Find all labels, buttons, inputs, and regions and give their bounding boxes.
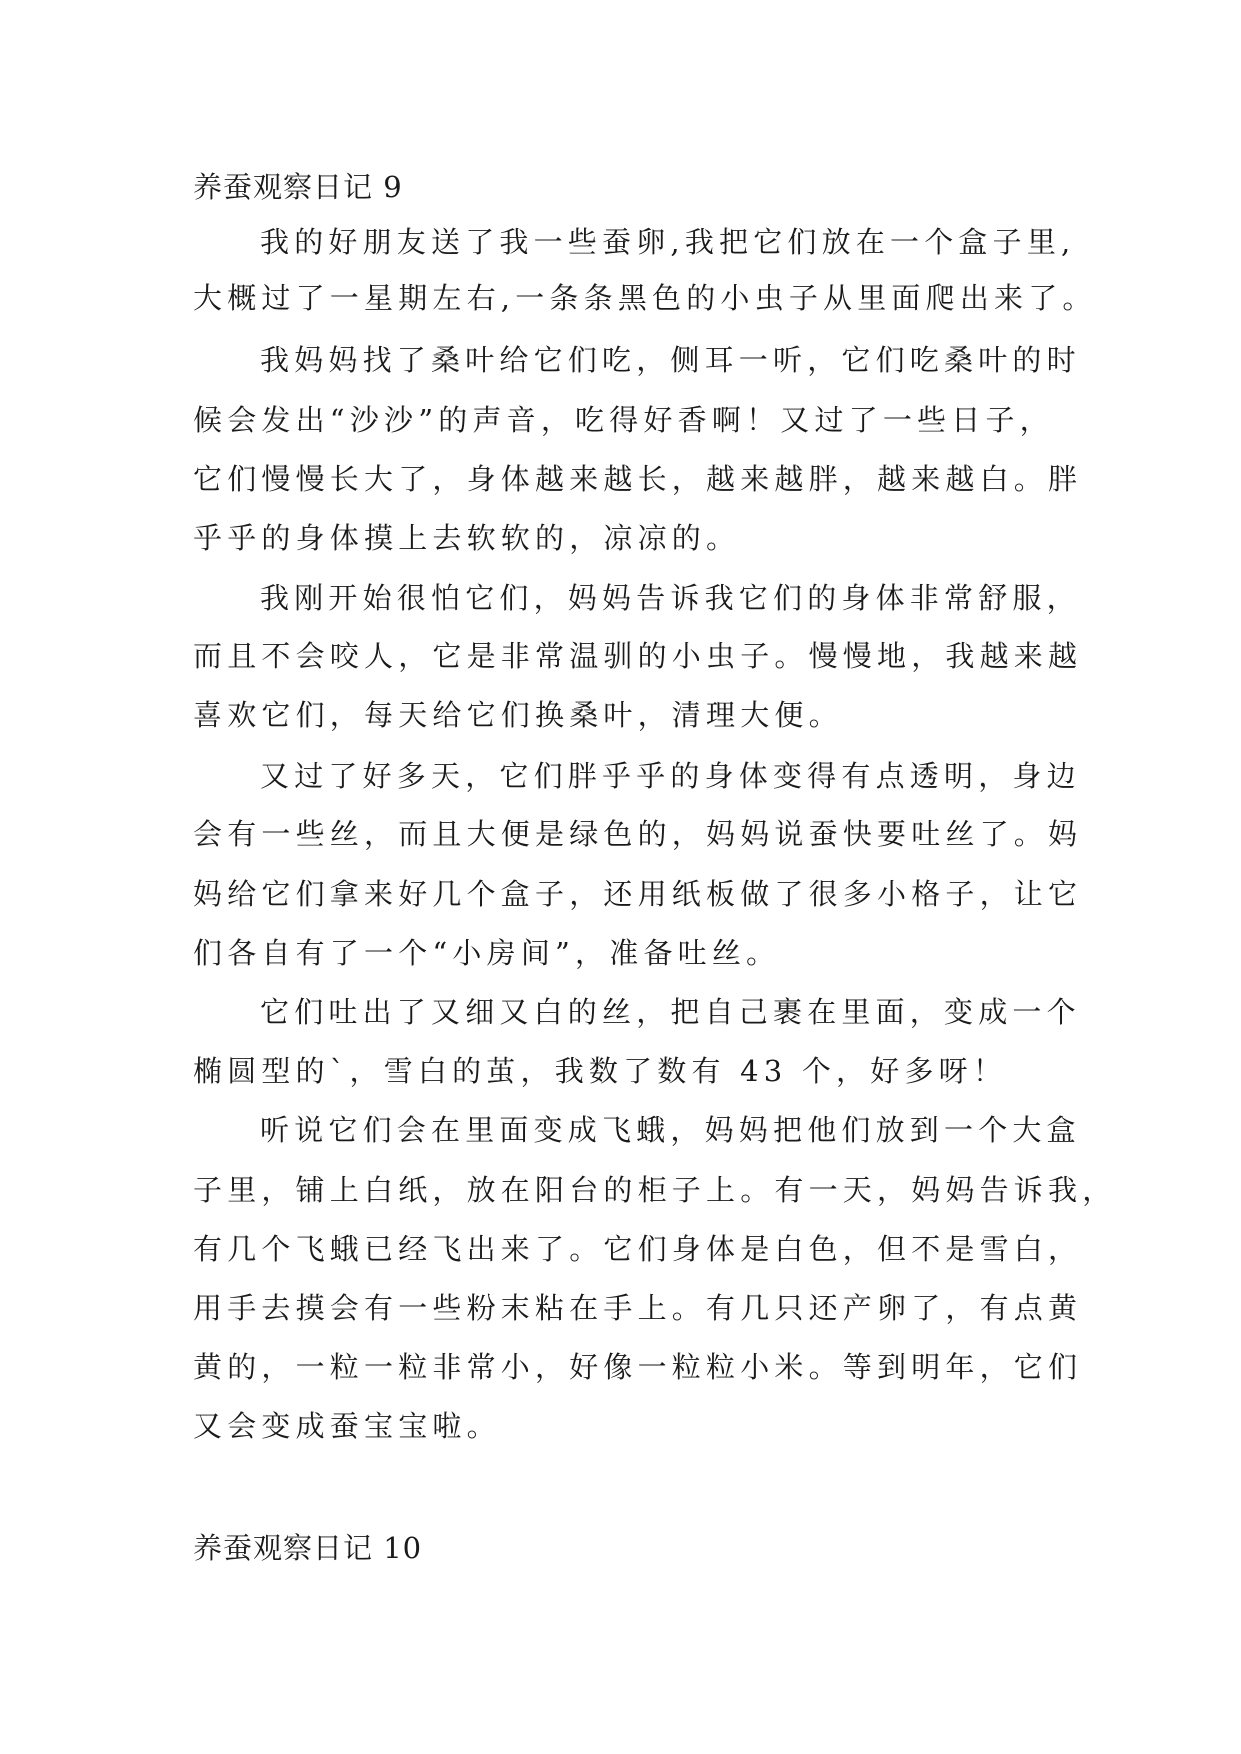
- paragraph-6-line-3: 有几个飞蛾已经飞出来了。它们身体是白色，但不是雪白，: [193, 1232, 1083, 1266]
- paragraph-6-line-2: 子里，铺上白纸，放在阳台的柜子上。有一天，妈妈告诉我，: [193, 1173, 1117, 1207]
- paragraph-6-line-6: 又会变成蚕宝宝啦。: [193, 1409, 501, 1443]
- paragraph-3-line-3: 喜欢它们，每天给它们换桑叶，清理大便。: [193, 698, 843, 732]
- paragraph-4-line-3: 妈给它们拿来好几个盒子，还用纸板做了很多小格子，让它: [193, 877, 1083, 911]
- paragraph-1-line-1: 我的好朋友送了我一些蚕卵,我把它们放在一个盒子里,: [260, 225, 1076, 259]
- paragraph-6-line-1: 听说它们会在里面变成飞蛾，妈妈把他们放到一个大盒: [260, 1113, 1081, 1147]
- paragraph-5-line-2: 椭圆型的`，雪白的茧，我数了数有 43 个，好多呀！: [193, 1054, 1008, 1088]
- paragraph-1-line-2: 大概过了一星期左右,一条条黑色的小虫子从里面爬出来了。: [193, 281, 1097, 315]
- paragraph-2-line-1: 我妈妈找了桑叶给它们吃，侧耳一听，它们吃桑叶的时: [260, 343, 1081, 377]
- paragraph-2-line-3: 它们慢慢长大了，身体越来越长，越来越胖，越来越白。胖: [193, 462, 1083, 496]
- paragraph-3-line-2: 而且不会咬人，它是非常温驯的小虫子。慢慢地，我越来越: [193, 639, 1083, 673]
- diary-title-10: 养蚕观察日记 10: [193, 1531, 423, 1565]
- paragraph-4-line-1: 又过了好多天，它们胖乎乎的身体变得有点透明，身边: [260, 759, 1081, 793]
- paragraph-6-line-5: 黄的，一粒一粒非常小，好像一粒粒小米。等到明年，它们: [193, 1350, 1083, 1384]
- paragraph-5-line-1: 它们吐出了又细又白的丝，把自己裹在里面，变成一个: [260, 995, 1081, 1029]
- paragraph-4-line-4: 们各自有了一个“小房间”，准备吐丝。: [193, 936, 781, 970]
- paragraph-6-line-4: 用手去摸会有一些粉末粘在手上。有几只还产卵了，有点黄: [193, 1291, 1083, 1325]
- paragraph-3-line-1: 我刚开始很怕它们，妈妈告诉我它们的身体非常舒服，: [260, 581, 1081, 615]
- paragraph-2-line-4: 乎乎的身体摸上去软软的，凉凉的。: [193, 521, 741, 555]
- paragraph-4-line-2: 会有一些丝，而且大便是绿色的，妈妈说蚕快要吐丝了。妈: [193, 817, 1083, 851]
- paragraph-2-line-2: 候会发出“沙沙”的声音，吃得好香啊！又过了一些日子，: [193, 403, 1054, 437]
- diary-title-9: 养蚕观察日记 9: [193, 170, 403, 204]
